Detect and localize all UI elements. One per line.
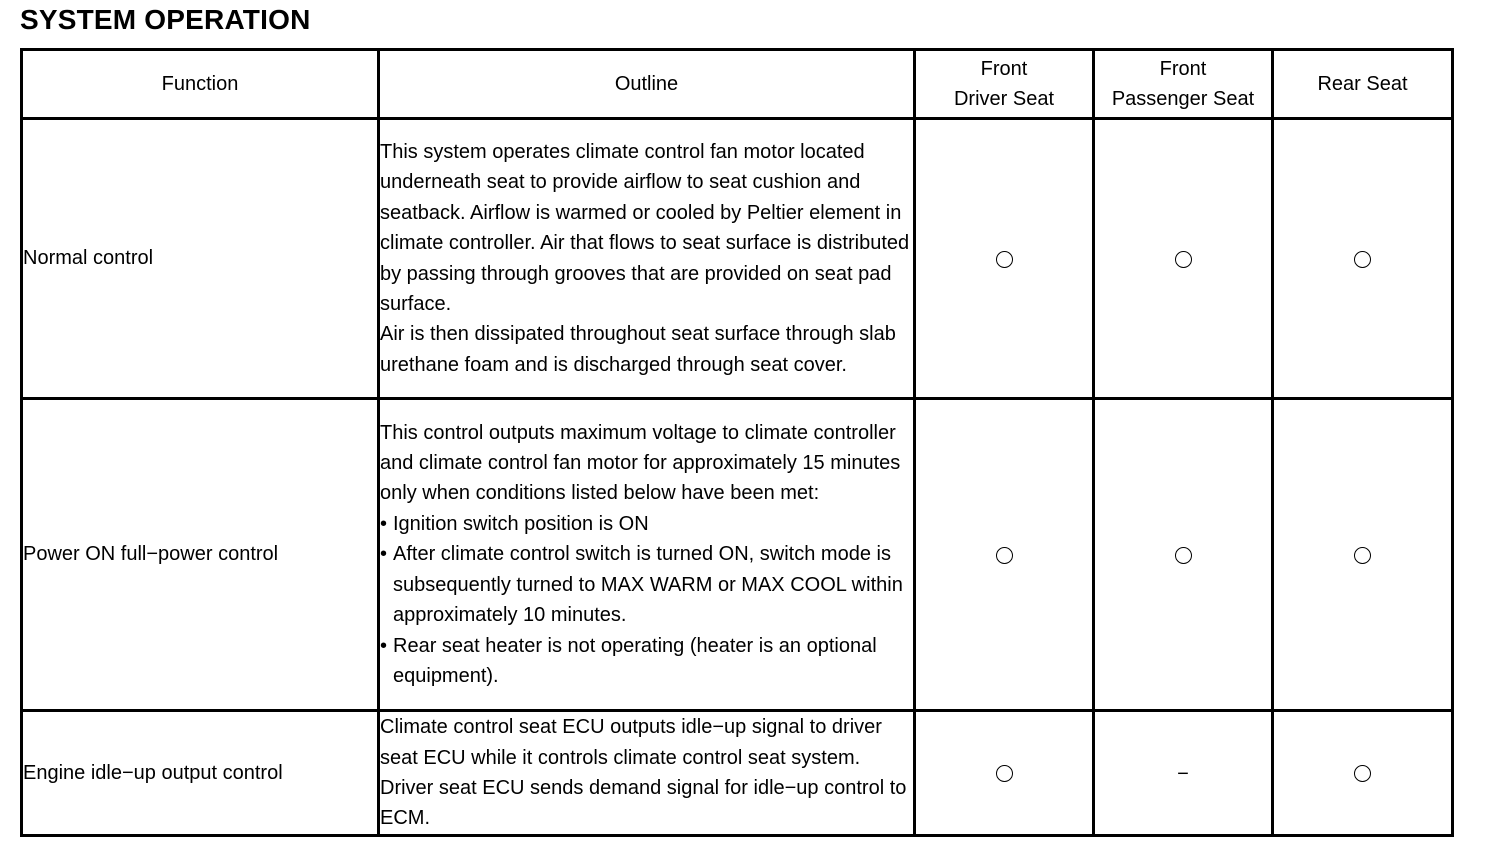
- rear-seat-cell: [1273, 711, 1453, 836]
- header-front-passenger-line-2: Passenger Seat: [1111, 88, 1255, 110]
- bullet-icon: •: [380, 634, 388, 657]
- table-row: [22, 711, 1453, 836]
- not-applicable-dash-icon: −: [1177, 762, 1189, 785]
- outline-cell: [379, 119, 915, 399]
- applicable-circle-icon: [1175, 251, 1192, 268]
- header-front-driver-line-2: Driver Seat: [953, 88, 1055, 110]
- outline-cell: [379, 399, 915, 711]
- header-front-passenger-line-1: Front: [1159, 58, 1207, 80]
- function-cell: Normal control: [22, 119, 379, 399]
- applicable-circle-icon: [1354, 251, 1371, 268]
- header-front-passenger-seat: [1094, 50, 1273, 119]
- bullet-text: Rear seat heater is not operating (heater is an optional equipment).: [393, 634, 877, 687]
- system-operation-table: [20, 48, 1454, 837]
- bullet-icon: •: [380, 512, 388, 535]
- bullet-text: After climate control switch is turned ON, switch mode is subsequently turned to MAX WARM or MAX COOL within approximately 10 minutes.: [393, 543, 903, 627]
- header-row: [22, 50, 1453, 119]
- front-driver-seat-cell: [915, 711, 1094, 836]
- outline-bullet-item: [380, 539, 913, 630]
- applicable-circle-icon: [1354, 765, 1371, 782]
- outline-cell: [379, 711, 915, 836]
- bullet-icon: •: [380, 543, 388, 566]
- front-passenger-seat-cell: [1094, 119, 1273, 399]
- outline-paragraph: This system operates climate control fan motor located underneath seat to provide airflow to seat cushion and seatback. Airflow is warmed or cooled by Peltier element in climate controller. Air that flows to seat surface is distributed by passing through grooves that are provided on seat pad surface.: [380, 140, 910, 315]
- table-row: [22, 119, 1453, 399]
- outline-paragraph: Air is then dissipated throughout seat surface through slab urethane foam and is discharged through seat cover.: [380, 323, 896, 376]
- rear-seat-cell: [1273, 399, 1453, 711]
- front-driver-seat-cell: [915, 119, 1094, 399]
- outline-bullet-item: [380, 631, 913, 692]
- table-row: [22, 399, 1453, 711]
- outline-paragraph: Climate control seat ECU outputs idle−up signal to driver seat ECU while it controls climate control seat system. Driver seat ECU sends demand signal for idle−up control to ECM.: [380, 716, 907, 830]
- applicable-circle-icon: [1175, 547, 1192, 564]
- header-front-driver-seat: [915, 50, 1094, 119]
- header-front-driver-line-1: Front: [980, 58, 1028, 80]
- bullet-text: Ignition switch position is ON: [393, 512, 649, 535]
- header-rear-seat: Rear Seat: [1273, 50, 1453, 119]
- header-outline: Outline: [379, 50, 915, 119]
- front-driver-seat-cell: [915, 399, 1094, 711]
- function-cell: Engine idle−up output control: [22, 711, 379, 836]
- applicable-circle-icon: [996, 251, 1013, 268]
- applicable-circle-icon: [1354, 547, 1371, 564]
- function-cell: Power ON full−power control: [22, 399, 379, 711]
- outline-paragraph: This control outputs maximum voltage to climate controller and climate control fan motor for approximately 15 minutes only when conditions listed below have been met:: [380, 421, 901, 505]
- front-passenger-seat-cell: [1094, 399, 1273, 711]
- rear-seat-cell: [1273, 119, 1453, 399]
- page-title: SYSTEM OPERATION: [20, 4, 311, 35]
- front-passenger-seat-cell: [1094, 711, 1273, 836]
- applicable-circle-icon: [996, 547, 1013, 564]
- applicable-circle-icon: [996, 765, 1013, 782]
- header-function: Function: [22, 50, 379, 119]
- outline-bullet-item: [380, 509, 913, 539]
